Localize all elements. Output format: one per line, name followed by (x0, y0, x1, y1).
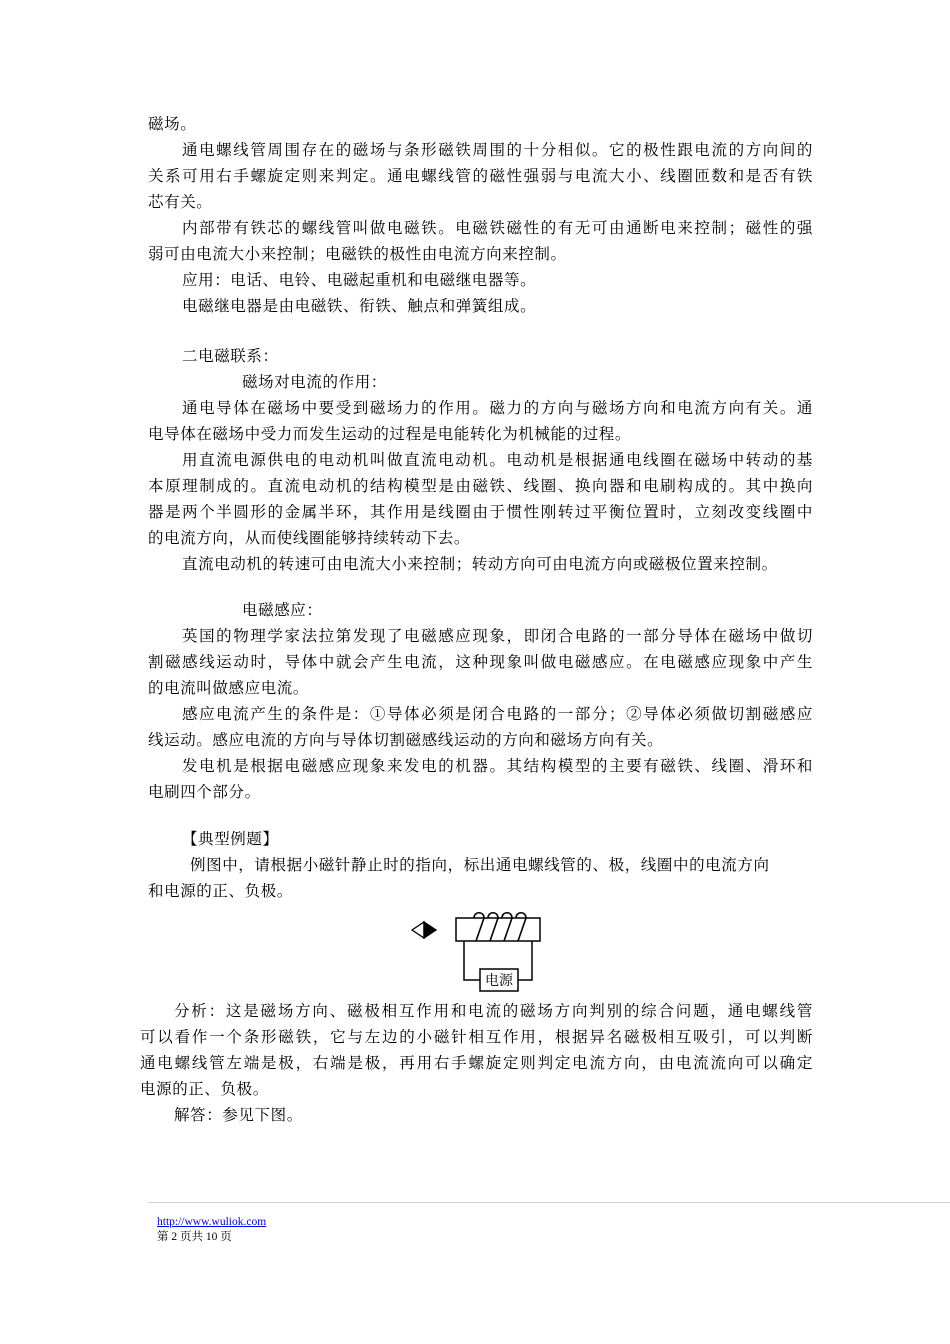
solenoid-core (456, 918, 540, 941)
section-analysis (140, 998, 813, 1128)
text-line: 电刷四个部分。 (148, 783, 261, 801)
footer-link[interactable]: http://www.wuliok.com (157, 1216, 267, 1228)
text-line: 感应电流产生的条件是：①导体必须是闭合电路的一部分；②导体必须做切割磁感应 (182, 705, 813, 723)
subsection-heading: 电磁感应： (242, 601, 323, 619)
subsection-heading: 磁场对电流的作用： (242, 373, 387, 391)
text-line: 电磁继电器是由电磁铁、衔铁、触点和弹簧组成。 (182, 297, 537, 315)
section-heading: 二电磁联系： (182, 347, 279, 365)
section-example (148, 826, 813, 904)
text-line: 通电导体在磁场中要受到磁场力的作用。磁力的方向与磁场方向和电流方向有关。通 (182, 399, 813, 417)
text-line: 芯有关。 (148, 193, 213, 211)
section-electromagnet (148, 111, 813, 319)
text-line: 磁场。 (148, 115, 197, 133)
text-line: 英国的物理学家法拉第发现了电磁感应现象，即闭合电路的一部分导体在磁场中做切 (182, 627, 813, 645)
text-line: 应用：电话、电铃、电磁起重机和电磁继电器等。 (182, 271, 537, 289)
text-line: 用直流电源供电的电动机叫做直流电动机。电动机是根据通电线圈在磁场中转动的基 (182, 451, 813, 469)
text-line: 电源的正、负极。 (140, 1080, 269, 1098)
text-line: 直流电动机的转速可由电流大小来控制；转动方向可由电流方向或磁极位置来控制。 (182, 555, 778, 573)
text-line: 器是两个半圆形的金属半环，其作用是线圈由于惯性刚转过平衡位置时，立刻改变线圈中 (148, 503, 813, 521)
solenoid-figure (408, 905, 548, 993)
text-line: 的电流方向，从而使线圈能够持续转动下去。 (148, 529, 471, 547)
text-line: 线运动。感应电流的方向与导体切割磁感线运动的方向和磁场方向有关。 (148, 731, 664, 749)
text-line: 弱可由电流大小来控制；电磁铁的极性由电流方向来控制。 (148, 245, 567, 263)
text-line: 例图中，请根据小磁针静止时的指向，标出通电螺线管的、极，线圈中的电流方向 (190, 856, 770, 874)
text-line: 发电机是根据电磁感应现象来发电的机器。其结构模型的主要有磁铁、线圈、滑环和 (182, 757, 813, 775)
text-line: 和电源的正、负极。 (148, 882, 293, 900)
footer-divider (148, 1202, 950, 1203)
text-line: 可以看作一个条形磁铁，它与左边的小磁针相互作用，根据异名磁极相互吸引，可以判断 (140, 1028, 813, 1046)
section-heading: 【典型例题】 (182, 830, 279, 848)
text-line: 内部带有铁芯的螺线管叫做电磁铁。电磁铁磁性的有无可由通断电来控制；磁性的强 (182, 219, 813, 237)
page-number: 第 2 页共 10 页 (157, 1231, 232, 1243)
page-footer (157, 1215, 266, 1245)
text-line: 的电流叫做感应电流。 (148, 679, 310, 697)
text-line: 通电螺线管左端是极，右端是极，再用右手螺旋定则判定电流方向，由电流流向可以确定 (140, 1054, 813, 1072)
section-electromagnetic-link (148, 343, 813, 577)
section-induction (148, 597, 813, 805)
text-line: 关系可用右手螺旋定则来判定。通电螺线管的磁性强弱与电流大小、线圈匝数和是否有铁 (148, 167, 813, 185)
power-source-label: 电源 (485, 973, 513, 989)
text-line: 解答：参见下图。 (174, 1106, 303, 1124)
text-line: 通电螺线管周围存在的磁场与条形磁铁周围的十分相似。它的极性跟电流的方向间的 (182, 141, 813, 159)
text-line: 割磁感线运动时，导体中就会产生电流，这种现象叫做电磁感应。在电磁感应现象中产生 (148, 653, 813, 671)
compass-needle-icon (412, 922, 436, 938)
text-line: 本原理制成的。直流电动机的结构模型是由磁铁、线圈、换向器和电刷构成的。其中换向 (148, 477, 813, 495)
text-line: 电导体在磁场中受力而发生运动的过程是电能转化为机械能的过程。 (148, 425, 632, 443)
text-line: 分析：这是磁场方向、磁极相互作用和电流的磁场方向判别的综合问题，通电螺线管 (174, 1002, 813, 1020)
